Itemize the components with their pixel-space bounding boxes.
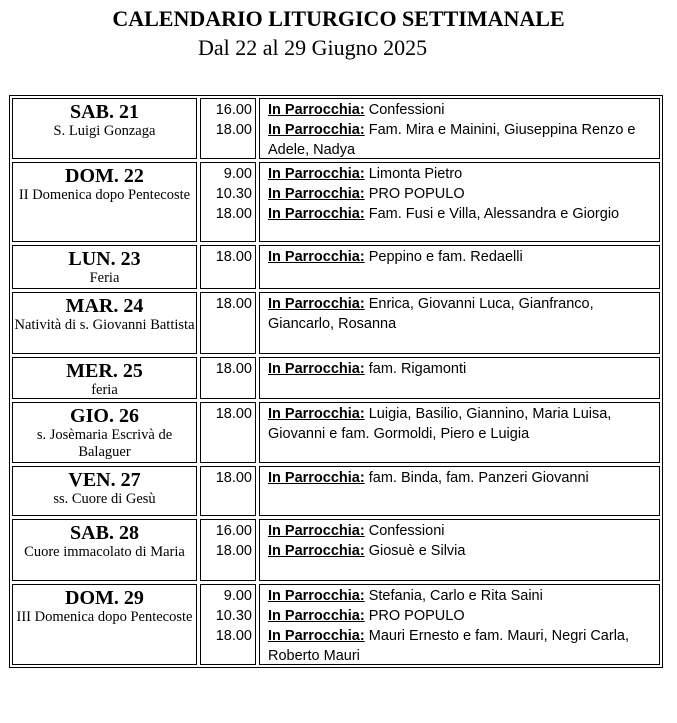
intention-text: Limonta Pietro: [368, 166, 463, 182]
calendar-table: [9, 95, 663, 668]
intention-entry: [268, 247, 653, 267]
day-name: MER. 25: [66, 360, 143, 382]
day-name: VEN. 27: [68, 469, 141, 491]
feast-name: III Domenica dopo Pentecoste: [16, 609, 193, 625]
mass-time: 9.00: [223, 588, 252, 604]
mass-time: 18.00: [215, 543, 252, 559]
day-name: GIO. 26: [70, 405, 139, 427]
intention-text: Mauri Ernesto e fam. Mauri, Negri Carla, Roberto Mauri: [268, 628, 630, 664]
intention-text: PRO POPULO: [368, 186, 465, 202]
intentions-cell: [259, 466, 660, 516]
location-label: In Parrocchia:: [268, 122, 365, 138]
mass-time: 18.00: [215, 628, 252, 644]
mass-time: 18.00: [215, 361, 252, 377]
times-cell: [200, 98, 256, 159]
intentions-cell: [259, 292, 660, 354]
calendar-row: [12, 292, 660, 354]
times-cell: [200, 584, 256, 665]
intention-entry: [268, 626, 653, 666]
feast-name: Feria: [89, 270, 120, 286]
mass-time: 18.00: [215, 406, 252, 422]
intention-text: Giosuè e Silvia: [368, 543, 466, 559]
location-label: In Parrocchia:: [268, 296, 365, 312]
calendar-row: [12, 466, 660, 516]
day-cell: [12, 357, 197, 399]
intention-entry: [268, 359, 653, 379]
location-label: In Parrocchia:: [268, 102, 365, 118]
intentions-cell: [259, 98, 660, 159]
times-cell: [200, 466, 256, 516]
day-cell: [12, 98, 197, 159]
feast-name: feria: [91, 382, 118, 398]
mass-time: 18.00: [215, 206, 252, 222]
page-title: CALENDARIO LITURGICO SETTIMANALE: [112, 6, 565, 31]
location-label: In Parrocchia:: [268, 543, 365, 559]
intention-entry: [268, 404, 653, 444]
mass-time: 9.00: [223, 166, 252, 182]
page-subtitle: Dal 22 al 29 Giugno 2025: [198, 35, 428, 60]
mass-time: 18.00: [215, 249, 252, 265]
day-name: SAB. 28: [70, 522, 139, 544]
day-cell: [12, 292, 197, 354]
feast-name: ss. Cuore di Gesù: [53, 491, 156, 507]
location-label: In Parrocchia:: [268, 588, 365, 604]
intentions-cell: [259, 245, 660, 289]
day-cell: [12, 402, 197, 463]
intention-entry: [268, 294, 653, 334]
intention-text: Confessioni: [368, 102, 445, 118]
intention-text: Luigia, Basilio, Giannino, Maria Luisa, Giovanni e fam. Gormoldi, Piero e Luigia: [268, 406, 612, 442]
feast-name: Natività di s. Giovanni Battista: [14, 317, 195, 333]
intention-text: PRO POPULO: [368, 608, 465, 624]
feast-name: Cuore immacolato di Maria: [24, 544, 185, 560]
day-cell: [12, 162, 197, 242]
calendar-row: [12, 584, 660, 665]
mass-time: 16.00: [215, 102, 252, 118]
mass-time: 16.00: [215, 523, 252, 539]
mass-time: 18.00: [215, 122, 252, 138]
feast-name: S. Luigi Gonzaga: [53, 123, 156, 139]
location-label: In Parrocchia:: [268, 166, 365, 182]
times-cell: [200, 162, 256, 242]
intention-entry: [268, 204, 653, 224]
day-cell: [12, 519, 197, 581]
intention-text: Fam. Fusi e Villa, Alessandra e Giorgio: [368, 206, 620, 222]
intention-text: fam. Binda, fam. Panzeri Giovanni: [368, 470, 589, 486]
day-name: MAR. 24: [65, 295, 144, 317]
intention-entry: [268, 100, 653, 120]
intention-entry: [268, 521, 653, 541]
intention-entry: [268, 120, 653, 160]
day-cell: [12, 584, 197, 665]
location-label: In Parrocchia:: [268, 523, 365, 539]
intentions-cell: [259, 402, 660, 463]
day-cell: [12, 466, 197, 516]
day-name: DOM. 22: [65, 165, 144, 187]
calendar-row: [12, 98, 660, 159]
times-cell: [200, 357, 256, 399]
intentions-cell: [259, 162, 660, 242]
intention-text: Enrica, Giovanni Luca, Gianfranco, Giancarlo, Rosanna: [268, 296, 594, 332]
intention-text: Stefania, Carlo e Rita Saini: [368, 588, 543, 604]
calendar-row: [12, 519, 660, 581]
times-cell: [200, 402, 256, 463]
intention-text: fam. Rigamonti: [368, 361, 467, 377]
location-label: In Parrocchia:: [268, 206, 365, 222]
intention-text: Confessioni: [368, 523, 445, 539]
times-cell: [200, 292, 256, 354]
calendar-row: [12, 245, 660, 289]
calendar-row: [12, 402, 660, 463]
intention-entry: [268, 184, 653, 204]
day-name: DOM. 29: [65, 587, 144, 609]
intention-entry: [268, 586, 653, 606]
intentions-cell: [259, 357, 660, 399]
location-label: In Parrocchia:: [268, 608, 365, 624]
location-label: In Parrocchia:: [268, 249, 365, 265]
mass-time: 18.00: [215, 296, 252, 312]
day-name: LUN. 23: [68, 248, 141, 270]
location-label: In Parrocchia:: [268, 628, 365, 644]
feast-name: II Domenica dopo Pentecoste: [18, 187, 191, 203]
times-cell: [200, 519, 256, 581]
calendar-row: [12, 162, 660, 242]
intention-entry: [268, 468, 653, 488]
day-name: SAB. 21: [70, 101, 139, 123]
intention-text: Peppino e fam. Redaelli: [368, 249, 523, 265]
times-cell: [200, 245, 256, 289]
feast-name: s. Josèmaria Escrivà de Balaguer: [36, 427, 173, 460]
location-label: In Parrocchia:: [268, 361, 365, 377]
mass-time: 10.30: [215, 608, 252, 624]
intention-text: Fam. Mira e Mainini, Giuseppina Renzo e Adele, Nadya: [268, 122, 636, 158]
intention-entry: [268, 606, 653, 626]
location-label: In Parrocchia:: [268, 470, 365, 486]
mass-time: 10.30: [215, 186, 252, 202]
intention-entry: [268, 541, 653, 561]
intention-entry: [268, 164, 653, 184]
location-label: In Parrocchia:: [268, 186, 365, 202]
day-cell: [12, 245, 197, 289]
intentions-cell: [259, 584, 660, 665]
mass-time: 18.00: [215, 470, 252, 486]
calendar-row: [12, 357, 660, 399]
intentions-cell: [259, 519, 660, 581]
location-label: In Parrocchia:: [268, 406, 365, 422]
